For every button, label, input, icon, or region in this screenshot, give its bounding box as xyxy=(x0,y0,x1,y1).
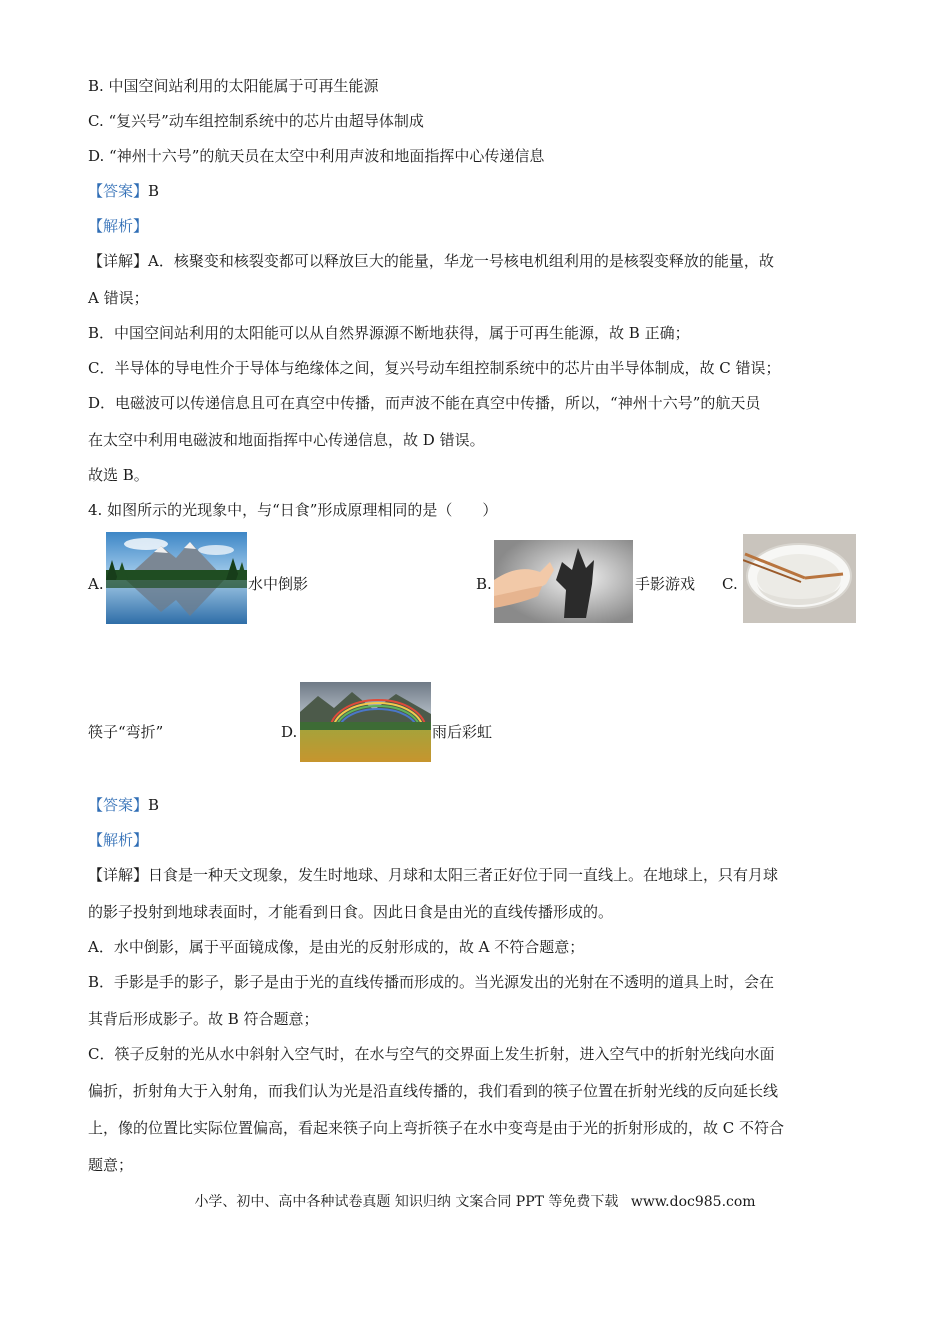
q4-answer-line xyxy=(88,795,159,815)
hand-shadow-image xyxy=(494,540,633,623)
q4-analysis-tag: 【解析】 xyxy=(88,831,149,849)
rainbow-image xyxy=(300,682,431,762)
q4-stem: 4. 如图所示的光现象中，与“日食”形成原理相同的是（ ） xyxy=(88,501,498,519)
footer-text: 小学、初中、高中各种试卷真题 知识归纳 文案合同 PPT 等免费下载 xyxy=(194,1194,619,1210)
q4-detail-line1 xyxy=(88,865,778,885)
q4-detail-c-line2: 偏折，折射角大于入射角，而我们认为光是沿直线传播的，我们看到的筷子位置在折射光线的反向延长线 xyxy=(88,1082,779,1100)
q4-detail-b-line1: B．手影是手的影子，影子是由于光的直线传播而形成的。当光源发出的光射在不透明的道具上时，会在 xyxy=(88,973,775,991)
option-b: B. 中国空间站利用的太阳能属于可再生能源 xyxy=(88,77,379,95)
option-c-letter: C. xyxy=(722,575,738,593)
answer-value: B xyxy=(148,796,160,814)
q4-detail-a: A．水中倒影，属于平面镜成像，是由光的反射形成的，故 A 不符合题意； xyxy=(88,938,585,956)
lake-reflection-image xyxy=(106,532,247,624)
option-c-text: 筷子“弯折” xyxy=(88,723,164,741)
q4-detail-c-line4: 题意； xyxy=(88,1156,134,1174)
detail-tag: 【详解】 xyxy=(88,252,149,270)
q3-analysis-tag: 【解析】 xyxy=(88,217,149,235)
q3-conclusion: 故选 B。 xyxy=(88,466,149,484)
q3-detail-b: B．中国空间站利用的太阳能可以从自然界源源不断地获得，属于可再生能源，故 B 正确； xyxy=(88,324,690,342)
q3-detail-d-line2: 在太空中利用电磁波和地面指挥中心传递信息，故 D 错误。 xyxy=(88,431,485,449)
detail-a-text: A．核聚变和核裂变都可以释放巨大的能量，华龙一号核电机组利用的是核裂变释放的能量，故 xyxy=(148,252,774,270)
q3-answer-line xyxy=(88,181,159,201)
footer-url[interactable]: www.doc985.com xyxy=(630,1194,756,1210)
detail-text: 日食是一种天文现象，发生时地球、月球和太阳三者正好位于同一直线上。在地球上，只有月球 xyxy=(148,866,779,884)
q4-detail-line2: 的影子投射到地球表面时，才能看到日食。因此日食是由光的直线传播形成的。 xyxy=(88,903,614,921)
q3-detail-c: C．半导体的导电性介于导体与绝缘体之间，复兴号动车组控制系统中的芯片由半导体制成，故 C 错误； xyxy=(88,359,781,377)
option-a-text: 水中倒影 xyxy=(248,575,309,593)
q4-detail-c-line3: 上，像的位置比实际位置偏高，看起来筷子向上弯折筷子在水中变弯是由于光的折射形成的，故 C 不符合 xyxy=(88,1119,785,1137)
option-d-text: 雨后彩虹 xyxy=(432,723,493,741)
option-c: C. “复兴号”动车组控制系统中的芯片由超导体制成 xyxy=(88,112,424,130)
chopsticks-bowl-image xyxy=(743,534,856,623)
page-footer xyxy=(0,1192,950,1212)
option-b-text: 手影游戏 xyxy=(635,575,696,593)
answer-tag: 【答案】 xyxy=(88,182,149,200)
q4-detail-c-line1: C．筷子反射的光从水中斜射入空气时，在水与空气的交界面上发生折射，进入空气中的折射光线向水面 xyxy=(88,1045,775,1063)
option-b-letter: B. xyxy=(476,575,492,593)
q4-detail-b-line2: 其背后形成影子。故 B 符合题意； xyxy=(88,1010,319,1028)
option-a-letter: A. xyxy=(88,575,104,593)
answer-value: B xyxy=(148,182,160,200)
option-d: D. “神州十六号”的航天员在太空中利用声波和地面指挥中心传递信息 xyxy=(88,147,545,165)
option-d-letter: D. xyxy=(281,723,298,741)
q3-detail-d-line1: D．电磁波可以传递信息且可在真空中传播，而声波不能在真空中传播，所以，“神州十六号”的航天员 xyxy=(88,394,761,412)
q3-detail-a-line1 xyxy=(88,251,774,271)
answer-tag: 【答案】 xyxy=(88,796,149,814)
q3-detail-a-line2: A 错误； xyxy=(88,289,149,307)
detail-tag: 【详解】 xyxy=(88,866,149,884)
